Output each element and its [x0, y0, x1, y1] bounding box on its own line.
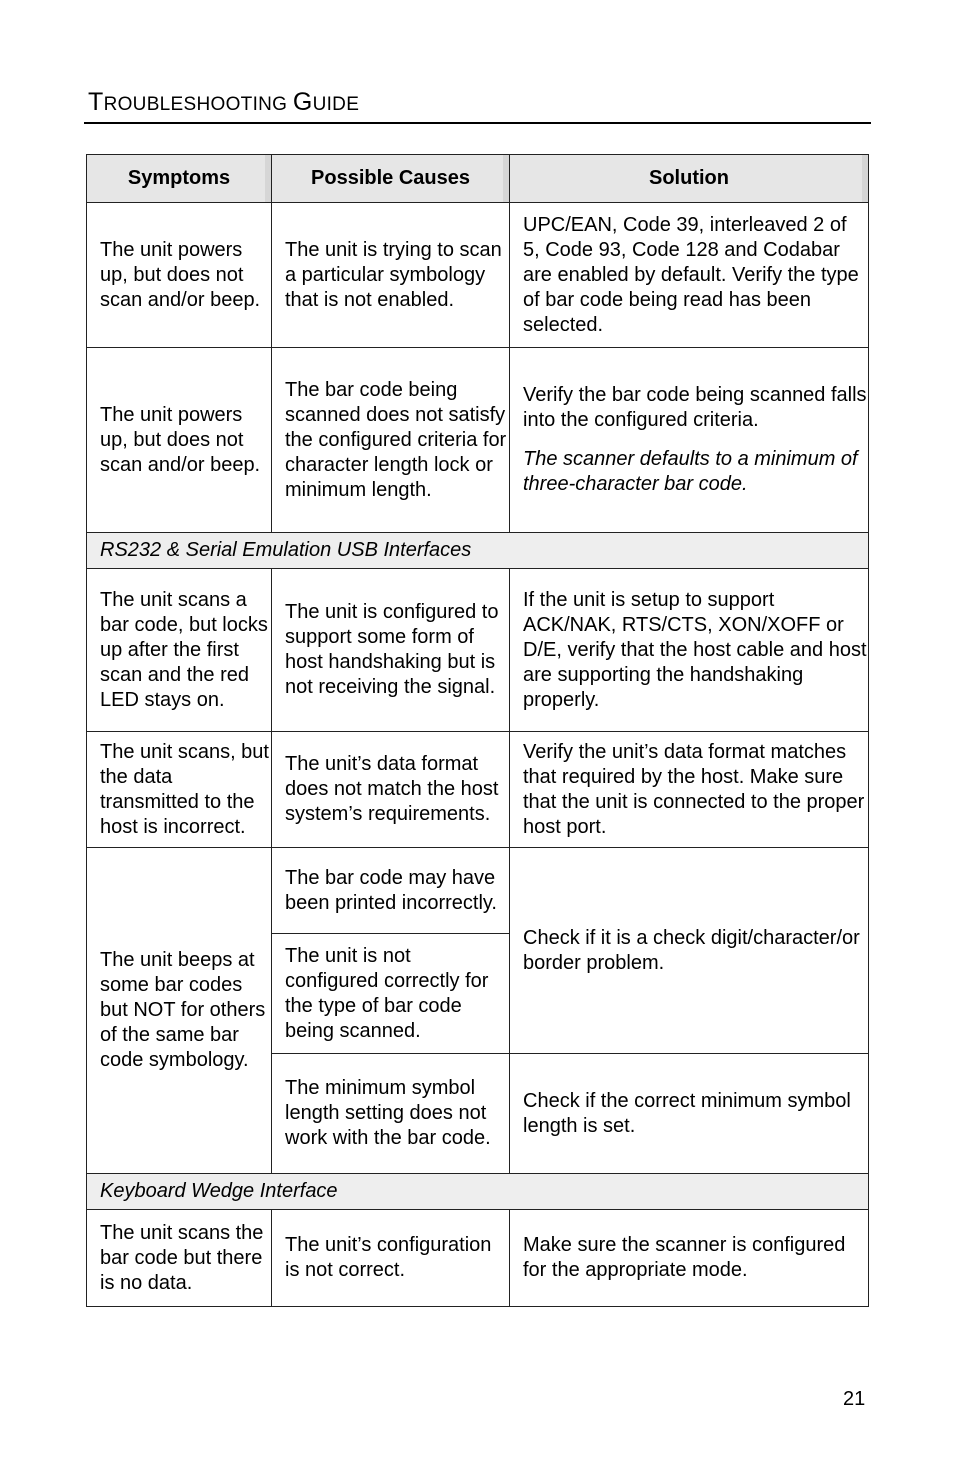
cause-cell: The unit is not configured correctly for the type of bar code being scanned.	[272, 934, 510, 1054]
troubleshooting-table	[86, 154, 869, 1307]
symptom-cell: The unit powers up, but does not scan and/or beep.	[87, 203, 272, 348]
table-row	[87, 203, 869, 348]
cause-cell: The unit is trying to scan a particular symbology that is not enabled.	[272, 203, 510, 348]
solution-cell: Verify the unit’s data format matches that required by the host. Make sure that the unit is connected to the proper host port.	[510, 732, 869, 848]
symptom-cell: The unit scans a bar code, but locks up after the first scan and the red LED stays on.	[87, 569, 272, 732]
cause-cell: The minimum symbol length setting does not work with the bar code.	[272, 1054, 510, 1174]
table-row	[87, 569, 869, 732]
solution-note: The scanner defaults to a minimum of three-character bar code.	[523, 448, 858, 495]
heading-cap-g: G	[292, 88, 313, 116]
col-header-solution: Solution	[510, 155, 869, 203]
heading-rule	[84, 122, 871, 124]
symptom-cell: The unit beeps at some bar codes but NOT for others of the same bar code symbology.	[87, 848, 272, 1174]
symptom-cell: The unit scans the bar code but there is no data.	[87, 1210, 272, 1307]
table-row	[87, 848, 869, 934]
cause-cell: The unit is configured to support some form of host handshaking but is not receiving the signal.	[272, 569, 510, 732]
heading-cap-t: T	[88, 88, 104, 116]
solution-cell	[510, 348, 869, 533]
solution-cell: Check if the correct minimum symbol length is set.	[510, 1054, 869, 1174]
cause-cell: The bar code being scanned does not satisfy the configured criteria for character length lock or minimum length.	[272, 348, 510, 533]
solution-cell: Check if it is a check digit/character/or border problem.	[510, 848, 869, 1054]
section-label: Keyboard Wedge Interface	[87, 1174, 869, 1210]
table-row	[87, 732, 869, 848]
solution-text: Verify the bar code being scanned falls into the configured criteria.	[523, 384, 867, 431]
solution-cell: If the unit is setup to support ACK/NAK, RTS/CTS, XON/XOFF or D/E, verify that the host cable and host are supporting the handshaking properly.	[510, 569, 869, 732]
page-number: 21	[843, 1388, 866, 1410]
section-label: RS232 & Serial Emulation USB Interfaces	[87, 533, 869, 569]
page-heading	[88, 88, 359, 117]
solution-cell: Make sure the scanner is configured for the appropriate mode.	[510, 1210, 869, 1307]
symptom-cell: The unit powers up, but does not scan and/or beep.	[87, 348, 272, 533]
solution-cell: UPC/EAN, Code 39, interleaved 2 of 5, Code 93, Code 128 and Codabar are enabled by default. Verify the type of bar code being read has been selected.	[510, 203, 869, 348]
table-header-row	[87, 155, 869, 203]
symptom-cell: The unit scans, but the data transmitted to the host is incorrect.	[87, 732, 272, 848]
table-row	[87, 348, 869, 533]
section-row-rs232	[87, 533, 869, 569]
section-row-keyboard	[87, 1174, 869, 1210]
table-row	[87, 1210, 869, 1307]
cause-cell: The unit’s configuration is not correct.	[272, 1210, 510, 1307]
col-header-causes: Possible Causes	[272, 155, 510, 203]
cause-cell: The bar code may have been printed incorrectly.	[272, 848, 510, 934]
cause-cell: The unit’s data format does not match the host system’s requirements.	[272, 732, 510, 848]
heading-smallcaps-2: UIDE	[312, 94, 360, 115]
heading-smallcaps-1: ROUBLESHOOTING	[103, 94, 293, 115]
col-header-symptoms: Symptoms	[87, 155, 272, 203]
